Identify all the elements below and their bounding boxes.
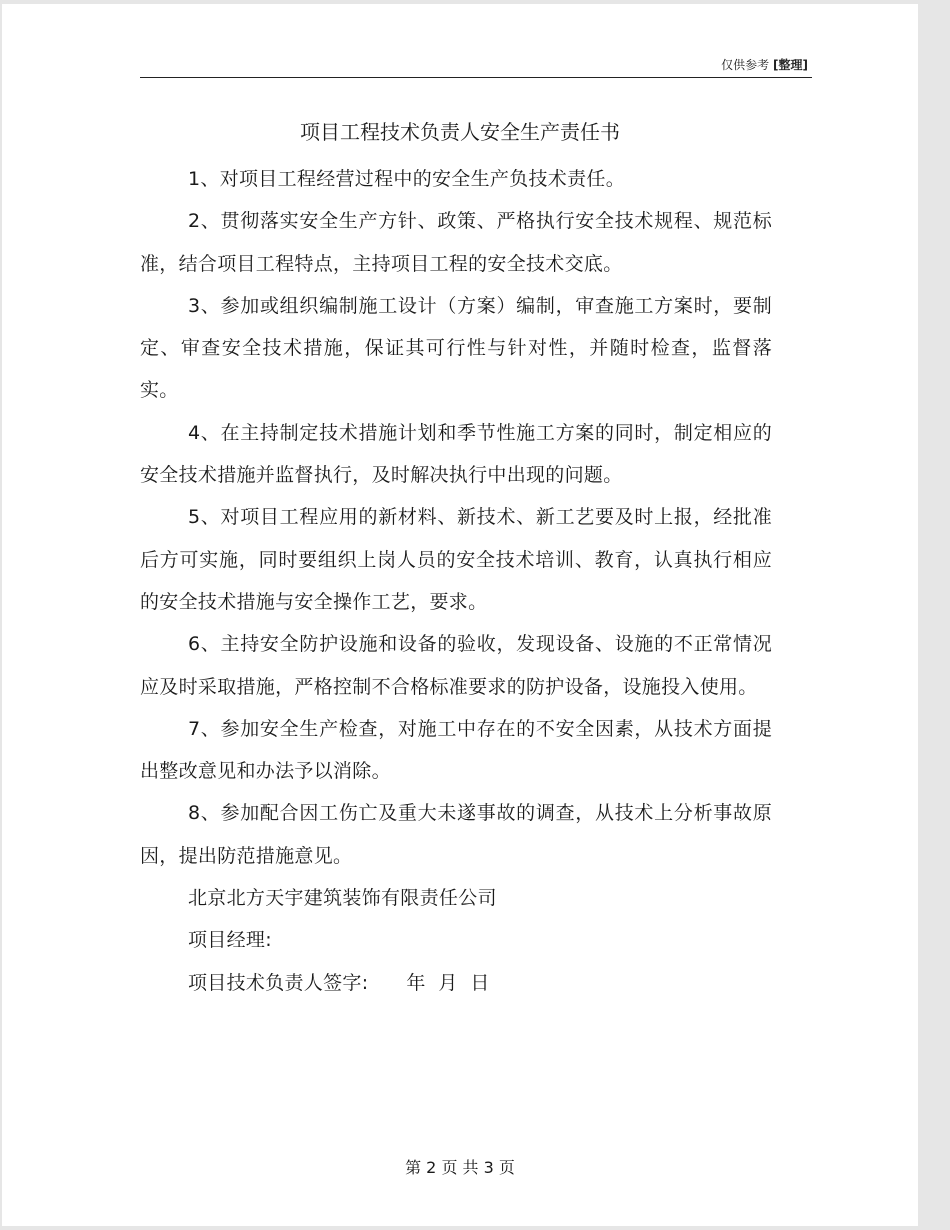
paragraph-7: 7、参加安全生产检查，对施工中存在的不安全因素，从技术方面提出整改意见和办法予以消除。: [140, 717, 772, 783]
signature-date-label: 年 月 日: [406, 971, 490, 994]
paragraph-1: 1、对项目工程经营过程中的安全生产负技术责任。: [188, 168, 625, 190]
project-manager-label: 项目经理:: [188, 929, 272, 952]
paragraph-6: 6、主持安全防护设施和设备的验收，发现设备、设施的不正常情况应及时采取措施，严格控制不合格标准要求的防护设备，设施投入使用。: [140, 633, 772, 698]
paragraph-4: 4、在主持制定技术措施计划和季节性施工方案的同时，制定相应的安全技术措施并监督执行，及时解决执行中出现的问题。: [140, 421, 772, 487]
company-name: 北京北方天宇建筑装饰有限责任公司: [188, 887, 497, 910]
header-rule: [140, 77, 812, 78]
paragraph-8: 8、参加配合因工伤亡及重大未遂事故的调查，从技术上分析事故原因，提出防范措施意见。: [140, 802, 772, 867]
tech-lead-signature-label: 项目技术负责人签字:: [188, 971, 369, 994]
page-footer: 第 2 页 共 3 页: [405, 1158, 515, 1177]
document-title: 项目工程技术负责人安全生产责任书: [300, 120, 620, 144]
paragraph-3: 3、参加或组织编制施工设计（方案）编制，审查施工方案时，要制定、审查安全技术措施，保证其可行性与针对性，并随时检查，监督落实。: [140, 294, 772, 402]
document-body: [140, 158, 772, 1004]
document-page: [2, 4, 918, 1226]
paragraph-2: 2、贯彻落实安全生产方针、政策、严格执行安全技术规程、规范标准，结合项目工程特点，主持项目工程的安全技术交底。: [140, 210, 772, 275]
header-note: [721, 57, 808, 73]
tech-lead-signature-line: [140, 962, 772, 1004]
header-note-tag: [整理]: [773, 58, 808, 72]
header-note-text: 仅供参考: [721, 58, 770, 72]
paragraph-5: 5、对项目工程应用的新材料、新技术、新工艺要及时上报，经批准后方可实施，同时要组织上岗人员的安全技术培训、教育，认真执行相应的安全技术措施与安全操作工艺，要求。: [140, 506, 772, 613]
